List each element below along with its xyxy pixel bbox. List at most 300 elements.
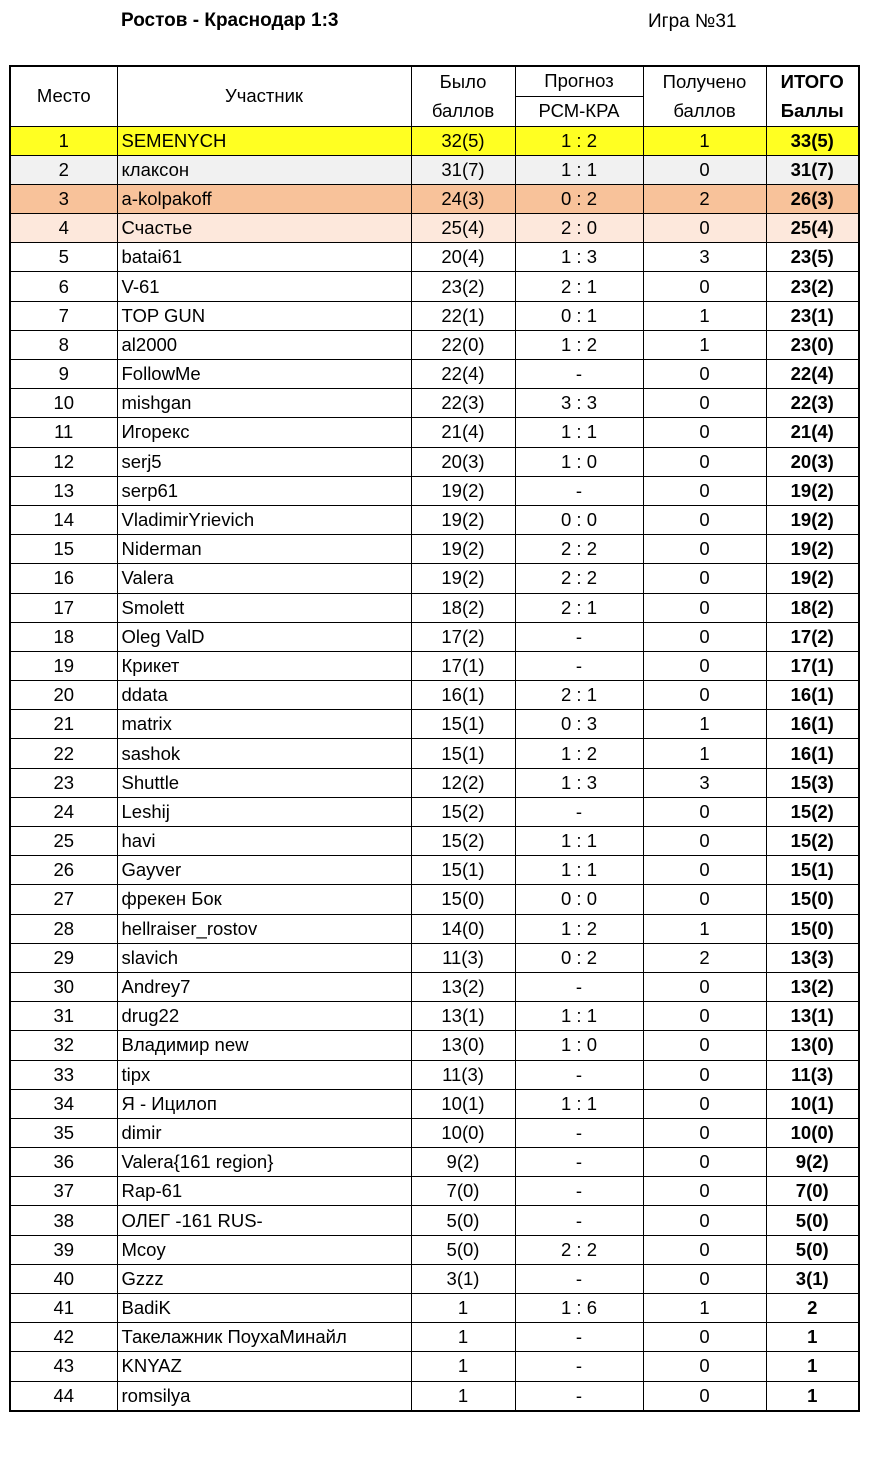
table-row [10,447,859,476]
row-forecast: 0 : 1 [515,301,643,330]
row-place: 32 [10,1031,117,1060]
row-forecast: 0 : 2 [515,943,643,972]
row-total: 10(0) [766,1118,859,1147]
row-before: 9(2) [411,1148,515,1177]
row-before: 1 [411,1323,515,1352]
row-place: 6 [10,272,117,301]
row-forecast: - [515,1148,643,1177]
table-row [10,214,859,243]
row-forecast: 1 : 1 [515,1089,643,1118]
row-forecast: 1 : 2 [515,126,643,155]
row-forecast: 1 : 1 [515,827,643,856]
row-got: 0 [643,214,766,243]
row-participant: al2000 [117,330,411,359]
row-got: 0 [643,681,766,710]
table-row [10,1294,859,1323]
row-forecast: - [515,1352,643,1381]
row-total: 18(2) [766,593,859,622]
game-number: Игра №31 [648,11,737,32]
table-row [10,914,859,943]
row-place: 1 [10,126,117,155]
row-participant: клаксон [117,155,411,184]
row-participant: TOP GUN [117,301,411,330]
row-total: 15(0) [766,914,859,943]
row-total: 33(5) [766,126,859,155]
table-row [10,972,859,1001]
row-got: 0 [643,797,766,826]
row-got: 2 [643,184,766,213]
row-total: 15(3) [766,768,859,797]
row-total: 16(1) [766,710,859,739]
row-participant: Крикет [117,651,411,680]
row-participant: ОЛЕГ -161 RUS- [117,1206,411,1235]
row-place: 31 [10,1002,117,1031]
row-participant: Gayver [117,856,411,885]
row-got: 3 [643,243,766,272]
row-place: 33 [10,1060,117,1089]
row-total: 13(1) [766,1002,859,1031]
table-row [10,1031,859,1060]
row-participant: Valera [117,564,411,593]
row-place: 3 [10,184,117,213]
row-before: 15(1) [411,739,515,768]
row-got: 0 [643,535,766,564]
table-row [10,1148,859,1177]
row-before: 13(0) [411,1031,515,1060]
table-row [10,476,859,505]
row-place: 14 [10,505,117,534]
row-participant: Oleg ValD [117,622,411,651]
row-total: 23(0) [766,330,859,359]
table-row [10,272,859,301]
row-total: 23(1) [766,301,859,330]
row-participant: Andrey7 [117,972,411,1001]
row-total: 15(1) [766,856,859,885]
row-before: 10(1) [411,1089,515,1118]
row-participant: serj5 [117,447,411,476]
row-place: 35 [10,1118,117,1147]
row-total: 26(3) [766,184,859,213]
table-row [10,505,859,534]
row-before: 20(3) [411,447,515,476]
row-got: 0 [643,622,766,651]
row-participant: V-61 [117,272,411,301]
row-participant: drug22 [117,1002,411,1031]
row-forecast: - [515,1118,643,1147]
row-forecast: 1 : 1 [515,155,643,184]
row-place: 10 [10,389,117,418]
row-got: 1 [643,330,766,359]
table-row [10,593,859,622]
table-row [10,184,859,213]
table-row [10,622,859,651]
row-before: 19(2) [411,564,515,593]
table-row [10,564,859,593]
row-got: 0 [643,1118,766,1147]
row-before: 3(1) [411,1264,515,1293]
row-participant: matrix [117,710,411,739]
row-got: 0 [643,1002,766,1031]
row-total: 9(2) [766,1148,859,1177]
table-row [10,943,859,972]
row-total: 5(0) [766,1235,859,1264]
row-total: 22(4) [766,360,859,389]
row-place: 28 [10,914,117,943]
table-row [10,827,859,856]
row-participant: FollowMe [117,360,411,389]
row-total: 1 [766,1381,859,1411]
row-place: 36 [10,1148,117,1177]
row-before: 20(4) [411,243,515,272]
row-place: 21 [10,710,117,739]
row-participant: VladimirYrievich [117,505,411,534]
row-total: 19(2) [766,476,859,505]
header-got-top: Получено [643,66,766,96]
row-got: 0 [643,447,766,476]
row-before: 32(5) [411,126,515,155]
table-row [10,1060,859,1089]
row-participant: hellraiser_rostov [117,914,411,943]
header-forecast-top: Прогноз [515,66,643,96]
row-place: 19 [10,651,117,680]
row-forecast: 1 : 1 [515,418,643,447]
row-participant: SEMENYCH [117,126,411,155]
row-total: 15(2) [766,827,859,856]
row-place: 42 [10,1323,117,1352]
row-total: 13(3) [766,943,859,972]
row-forecast: 3 : 3 [515,389,643,418]
standings-table [9,65,860,1412]
table-row [10,1118,859,1147]
row-participant: dimir [117,1118,411,1147]
row-total: 21(4) [766,418,859,447]
row-place: 26 [10,856,117,885]
row-forecast: 1 : 6 [515,1294,643,1323]
row-place: 30 [10,972,117,1001]
row-got: 0 [643,476,766,505]
table-row [10,885,859,914]
row-got: 0 [643,651,766,680]
row-participant: slavich [117,943,411,972]
row-participant: Shuttle [117,768,411,797]
row-forecast: 2 : 2 [515,564,643,593]
row-before: 14(0) [411,914,515,943]
table-row [10,360,859,389]
row-total: 22(3) [766,389,859,418]
row-before: 17(2) [411,622,515,651]
row-got: 0 [643,155,766,184]
table-row [10,301,859,330]
row-participant: фрекен Бок [117,885,411,914]
row-forecast: 1 : 2 [515,739,643,768]
row-before: 15(1) [411,710,515,739]
row-forecast: - [515,1323,643,1352]
row-got: 0 [643,1206,766,1235]
row-place: 5 [10,243,117,272]
row-place: 40 [10,1264,117,1293]
table-row [10,1089,859,1118]
row-before: 22(4) [411,360,515,389]
row-forecast: - [515,1177,643,1206]
row-place: 39 [10,1235,117,1264]
row-participant: Владимир new [117,1031,411,1060]
page-title: Ростов - Краснодар 1:3 [121,10,339,31]
row-forecast: 1 : 3 [515,243,643,272]
row-before: 1 [411,1294,515,1323]
row-place: 17 [10,593,117,622]
row-before: 22(1) [411,301,515,330]
row-got: 1 [643,126,766,155]
row-place: 27 [10,885,117,914]
row-got: 0 [643,1177,766,1206]
row-before: 13(1) [411,1002,515,1031]
table-row [10,1235,859,1264]
table-row [10,535,859,564]
table-row [10,1323,859,1352]
row-participant: ddata [117,681,411,710]
row-got: 0 [643,505,766,534]
row-forecast: 2 : 1 [515,593,643,622]
table-row [10,330,859,359]
row-before: 11(3) [411,1060,515,1089]
header-before-top: Было [411,66,515,96]
row-forecast: 0 : 2 [515,184,643,213]
row-got: 0 [643,1148,766,1177]
row-participant: Leshij [117,797,411,826]
row-place: 20 [10,681,117,710]
row-total: 17(2) [766,622,859,651]
row-participant: romsilya [117,1381,411,1411]
row-participant: Smolett [117,593,411,622]
row-total: 23(5) [766,243,859,272]
row-place: 41 [10,1294,117,1323]
header-before-bottom: баллов [411,96,515,126]
row-place: 15 [10,535,117,564]
row-total: 2 [766,1294,859,1323]
row-participant: batai61 [117,243,411,272]
row-place: 4 [10,214,117,243]
table-row [10,1206,859,1235]
row-before: 23(2) [411,272,515,301]
header-place: Место [10,66,117,126]
row-got: 0 [643,1323,766,1352]
row-place: 23 [10,768,117,797]
row-total: 11(3) [766,1060,859,1089]
row-place: 29 [10,943,117,972]
row-before: 19(2) [411,505,515,534]
row-forecast: 2 : 1 [515,272,643,301]
row-participant: Rap-61 [117,1177,411,1206]
row-before: 7(0) [411,1177,515,1206]
row-got: 1 [643,914,766,943]
row-before: 19(2) [411,476,515,505]
row-before: 5(0) [411,1235,515,1264]
row-forecast: 2 : 1 [515,681,643,710]
row-place: 8 [10,330,117,359]
row-before: 13(2) [411,972,515,1001]
row-before: 31(7) [411,155,515,184]
row-got: 0 [643,389,766,418]
row-before: 5(0) [411,1206,515,1235]
row-total: 13(2) [766,972,859,1001]
row-before: 21(4) [411,418,515,447]
row-total: 19(2) [766,505,859,534]
row-place: 2 [10,155,117,184]
row-forecast: 1 : 0 [515,1031,643,1060]
row-participant: Я - Ицилоп [117,1089,411,1118]
row-got: 0 [643,885,766,914]
row-forecast: 1 : 1 [515,856,643,885]
table-row [10,768,859,797]
row-before: 15(1) [411,856,515,885]
row-got: 0 [643,827,766,856]
row-place: 13 [10,476,117,505]
row-place: 44 [10,1381,117,1411]
standings-body [10,126,859,1411]
row-total: 16(1) [766,739,859,768]
row-before: 10(0) [411,1118,515,1147]
row-got: 0 [643,1089,766,1118]
row-place: 38 [10,1206,117,1235]
row-total: 3(1) [766,1264,859,1293]
row-got: 0 [643,1352,766,1381]
row-forecast: 0 : 0 [515,505,643,534]
table-row [10,710,859,739]
row-before: 16(1) [411,681,515,710]
row-forecast: - [515,797,643,826]
table-row [10,155,859,184]
row-before: 15(2) [411,797,515,826]
row-place: 12 [10,447,117,476]
row-forecast: - [515,360,643,389]
row-place: 11 [10,418,117,447]
row-forecast: 1 : 3 [515,768,643,797]
row-got: 1 [643,710,766,739]
table-row [10,1381,859,1411]
row-place: 25 [10,827,117,856]
row-participant: Niderman [117,535,411,564]
row-place: 16 [10,564,117,593]
header-total-bottom: Баллы [766,96,859,126]
row-forecast: 1 : 2 [515,914,643,943]
row-total: 19(2) [766,564,859,593]
row-before: 15(2) [411,827,515,856]
row-total: 16(1) [766,681,859,710]
table-row [10,797,859,826]
row-participant: BadiK [117,1294,411,1323]
table-row [10,856,859,885]
row-before: 24(3) [411,184,515,213]
table-row [10,1002,859,1031]
row-before: 22(0) [411,330,515,359]
row-participant: Счастье [117,214,411,243]
row-total: 10(1) [766,1089,859,1118]
row-participant: KNYAZ [117,1352,411,1381]
row-before: 1 [411,1381,515,1411]
row-place: 24 [10,797,117,826]
table-row [10,1177,859,1206]
row-place: 18 [10,622,117,651]
row-forecast: 0 : 0 [515,885,643,914]
row-got: 0 [643,272,766,301]
row-got: 0 [643,564,766,593]
row-place: 22 [10,739,117,768]
row-forecast: 1 : 0 [515,447,643,476]
header-total-top: ИТОГО [766,66,859,96]
table-row [10,1352,859,1381]
row-got: 0 [643,1381,766,1411]
row-place: 9 [10,360,117,389]
header-participant: Участник [117,66,411,126]
row-forecast: 2 : 2 [515,1235,643,1264]
row-total: 1 [766,1323,859,1352]
row-participant: Mcoy [117,1235,411,1264]
row-got: 0 [643,1235,766,1264]
row-total: 13(0) [766,1031,859,1060]
row-forecast: 1 : 1 [515,1002,643,1031]
row-got: 1 [643,739,766,768]
table-row [10,243,859,272]
row-forecast: 1 : 2 [515,330,643,359]
row-total: 7(0) [766,1177,859,1206]
row-before: 12(2) [411,768,515,797]
row-forecast: 2 : 2 [515,535,643,564]
row-got: 3 [643,768,766,797]
row-total: 1 [766,1352,859,1381]
table-row [10,126,859,155]
row-before: 11(3) [411,943,515,972]
row-before: 1 [411,1352,515,1381]
table-row [10,418,859,447]
row-forecast: - [515,651,643,680]
row-before: 18(2) [411,593,515,622]
row-participant: Игорекс [117,418,411,447]
row-got: 0 [643,1031,766,1060]
row-before: 22(3) [411,389,515,418]
table-row [10,389,859,418]
row-participant: sashok [117,739,411,768]
row-total: 31(7) [766,155,859,184]
row-before: 17(1) [411,651,515,680]
row-place: 37 [10,1177,117,1206]
row-forecast: - [515,1206,643,1235]
row-participant: a-kolpakoff [117,184,411,213]
row-forecast: - [515,476,643,505]
row-total: 23(2) [766,272,859,301]
row-got: 0 [643,418,766,447]
table-row [10,739,859,768]
row-participant: Такелажник ПоухаМинайл [117,1323,411,1352]
row-participant: Gzzz [117,1264,411,1293]
row-participant: tipx [117,1060,411,1089]
row-total: 25(4) [766,214,859,243]
row-got: 0 [643,972,766,1001]
row-before: 15(0) [411,885,515,914]
row-place: 43 [10,1352,117,1381]
row-got: 0 [643,360,766,389]
row-got: 1 [643,301,766,330]
row-total: 5(0) [766,1206,859,1235]
row-total: 15(0) [766,885,859,914]
row-forecast: - [515,1381,643,1411]
row-got: 0 [643,593,766,622]
row-total: 19(2) [766,535,859,564]
header-forecast-bottom: РСМ-КРА [515,96,643,126]
row-forecast: 2 : 0 [515,214,643,243]
row-before: 25(4) [411,214,515,243]
row-got: 0 [643,1060,766,1089]
row-participant: Valera{161 region} [117,1148,411,1177]
